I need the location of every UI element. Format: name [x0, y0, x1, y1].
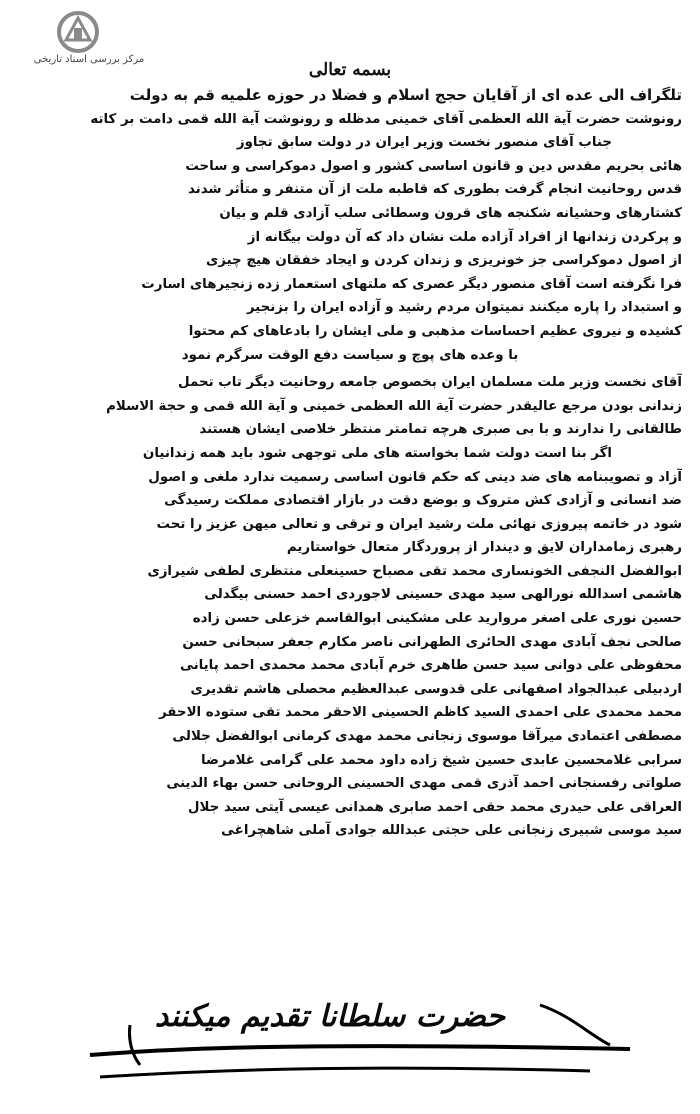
archive-name: مرکز بررسی اسناد تاریخی	[33, 54, 145, 65]
body-line: کشتارهای وحشیانه شکنجه های قرون وسطائی سلب آزادی قلم و بیان	[219, 205, 682, 221]
signature-text: حضرت سلطانا تقدیم میکنند	[154, 999, 506, 1034]
signatory-line: سرابی غلامحسین عابدی حسین شیخ زاده داود محمد علی گرامی غلامرضا	[201, 752, 682, 768]
body-line: طالقانی را ندارند و با بی صبری هرچه تمامتر منتظر خلاصی ایشان هستند	[199, 422, 682, 438]
signatory-line: العراقی علی حیدری محمد حقی احمد صابری همدانی عیسی آیتی سید جلال	[187, 799, 682, 815]
signatory-line: سید موسی شبیری زنجانی علی حجتی عبدالله جوادی آملی شاهچراغی	[221, 823, 682, 839]
body-line: و استبداد را پاره میکنند نمیتوان مردم رشید و آزاده ایران را بزنجیر	[246, 300, 682, 316]
document-heading: بسمه تعالی	[308, 60, 392, 80]
body-line: از اصول دموکراسی جز خونریزی و زندان کردن و ایجاد خفقان هیچ چیزی	[205, 253, 682, 269]
body-line: رهبری زمامداران لایق و دیندار از پروردگار متعال خواستاریم	[286, 540, 682, 556]
body-line: رونوشت حضرت آیة الله العظمی آقای خمینی مدظله و رونوشت آیة الله قمی دامت بر کاته	[90, 111, 682, 127]
body-line: آقای نخست وزیر ملت مسلمان ایران بخصوص جامعه روحانیت دیگر تاب تحمل	[178, 375, 682, 391]
signatory-line: ابوالفضل النجفی الخونساری محمد تقی مصباح حسینعلی منتظری لطفی شیرازی	[147, 563, 682, 579]
signatory-line: محفوظی علی دوانی سید حسن طاهری خرم آبادی محمد محمدی احمد پایانی	[180, 658, 682, 674]
body-line: کشیده و نیروی عظیم احساسات مذهبی و ملی ایشان را بادعاهای کم محتوا	[188, 323, 682, 339]
signatory-line: محمد محمدی علی احمدی السید کاظم الحسینی الاحقر محمد تقی ستوده الاحقر	[158, 705, 682, 721]
signatory-line: حسین نوری علی اصغر مروارید علی مشکینی ابوالقاسم خزعلی حسن زاده	[192, 611, 682, 627]
signatory-line: اردبیلی عبدالجواد اصفهانی علی قدوسی عبدالعظیم محصلی هاشم تقدیری	[190, 681, 682, 697]
signatory-line: مصطفی اعتمادی میرآقا موسوی زنجانی محمد مهدی کرمانی ابوالفضل جلالی	[172, 729, 682, 745]
body-line: فرا نگرفته است آقای منصور دیگر عصری که ملتهای استعمار زده زنجیرهای اسارت	[141, 276, 682, 292]
signatory-line: هاشمی اسدالله نورالهی سید مهدی حسینی لاجوردی احمد حسنی بیگدلی	[204, 587, 682, 603]
body-line: جناب آقای منصور نخست وزیر ایران در دولت سابق تجاوز	[236, 135, 612, 151]
telegram-title-line: تلگراف الی عده ای از آقایان حجج اسلام و فضلا در حوزه علمیه قم به دولت	[129, 86, 682, 104]
body-line: شود در خاتمه پیروزی نهائی ملت رشید ایران و ترقی و تعالی میهن عزیز را تحت	[156, 516, 682, 532]
signatory-line: صلواتی رفسنجانی احمد آذری قمی مهدی الحسینی الروحانی حسن بهاء الدینی	[166, 776, 682, 792]
body-line: زندانی بودن مرجع عالیقدر حضرت آیة الله العظمی خمینی و آیة الله قمی و حجة الاسلام	[106, 398, 682, 414]
body-line: قدس روحانیت انجام گرفت بطوری که قاطبه ملت از آن متنفر و متأثر شدند	[187, 182, 682, 198]
body-line: ضد انسانی و آزادی کش متروک و بوضع دقت در بازار اقتصادی مملکت رسیدگی	[164, 493, 682, 509]
telegram-document	[18, 50, 682, 843]
signatory-line: صالحی نجف آبادی مهدی الحائری الطهرانی ناصر مکارم جعفر سبحانی حسن	[182, 634, 682, 650]
body-line: با وعده های پوچ و سیاست دفع الوقت سرگرم نمود	[181, 347, 519, 363]
body-line: اگر بنا است دولت شما بخواسته های ملی توجهی شود باید همه زندانیان	[142, 445, 612, 461]
handwritten-signature	[70, 985, 650, 1095]
body-line: آزاد و تصویبنامه های ضد دینی که حکم قانون اساسی رسمیت ندارد ملغی و اصول	[148, 469, 682, 485]
body-line: و پرکردن زندانها از افراد آزاده ملت نشان داد که آن دولت بیگانه از	[247, 229, 682, 245]
body-line: هائی بحریم مقدس دین و قانون اساسی کشور و اصول دموکراسی و ساحت	[185, 158, 682, 174]
archive-emblem-icon	[52, 10, 104, 54]
